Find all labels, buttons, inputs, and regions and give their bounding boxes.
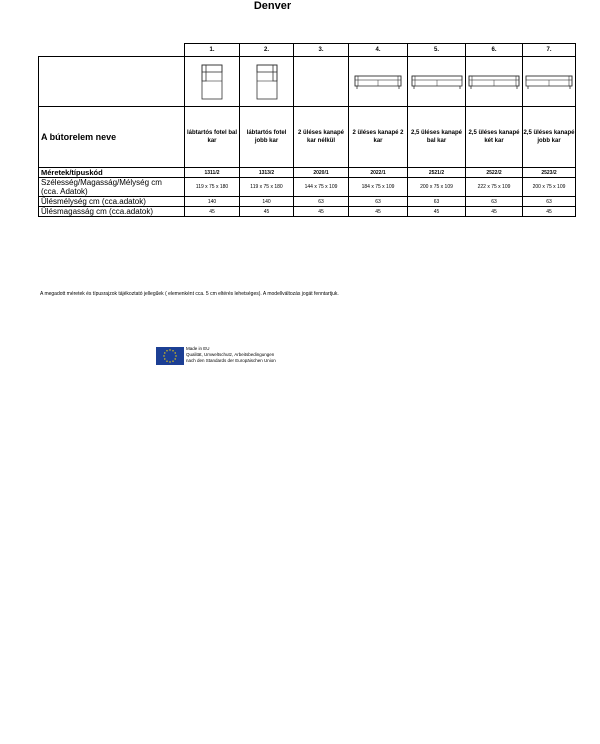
item-name: 2,5 üléses kanapé bal kar: [408, 107, 466, 168]
dims-value: 184 x 75 x 109: [349, 178, 408, 197]
name-row: [39, 107, 576, 168]
seat-height-value: 45: [408, 207, 466, 217]
number-row: [39, 44, 576, 57]
item-name: 2 üléses kanapé kar nélkül: [294, 107, 349, 168]
sofa-left-arm-icon: [411, 74, 463, 90]
dims-value: 200 x 75 x 109: [523, 178, 576, 197]
seat-depth-row: [39, 197, 576, 207]
chaise-left-icon: [201, 64, 223, 100]
col-number: 5.: [408, 44, 466, 57]
seat-height-value: 45: [185, 207, 240, 217]
col-number: 1.: [185, 44, 240, 57]
sofa-right-arm-icon: [525, 74, 573, 90]
col-number: 6.: [466, 44, 523, 57]
seat-height-value: 45: [349, 207, 408, 217]
item-name: 2 üléses kanapé 2 kar: [349, 107, 408, 168]
code-row: [39, 168, 576, 178]
eu-label-text: Made in EU Qualität, Umweltschutz, Arbeitsbedingungen nach den Standards der Europäischen Union: [186, 346, 276, 363]
picture-row: [39, 57, 576, 107]
seat-height-row: [39, 207, 576, 217]
seat-height-value: 45: [294, 207, 349, 217]
item-name: 2,5 üléses kanapé két kar: [466, 107, 523, 168]
seat-height-header: Ülésmagasság cm (cca.adatok): [39, 207, 185, 217]
code-header: Méretek/típuskód: [39, 168, 185, 178]
type-code: 1311/2: [185, 168, 240, 178]
seat-depth-value: 140: [240, 197, 294, 207]
col-number: 7.: [523, 44, 576, 57]
seat-height-value: 45: [523, 207, 576, 217]
seat-height-value: 45: [240, 207, 294, 217]
disclaimer-note: A megadott méretek és típusrajzok tájékoztató jellegűek ( elemenként cca. 5 cm eltérés lehetséges). A modellváltozás jogát fenntartjuk.: [40, 291, 339, 297]
item-name: 2,5 üléses kanapé jobb kar: [523, 107, 576, 168]
seat-depth-value: 63: [408, 197, 466, 207]
item-name: lábtartós fotel jobb kar: [240, 107, 294, 168]
type-code: 2521/2: [408, 168, 466, 178]
sofa-two-arms-wide-icon: [468, 74, 520, 90]
dims-value: 200 x 75 x 109: [408, 178, 466, 197]
seat-depth-header: Ülésmélység cm (cca.adatok): [39, 197, 185, 207]
dims-header: Szélesség/Magasság/Mélység cm (cca. Adatok): [39, 178, 185, 197]
spec-table: [38, 43, 576, 217]
col-number: 2.: [240, 44, 294, 57]
dims-row: [39, 178, 576, 197]
dims-value: 144 x 75 x 109: [294, 178, 349, 197]
eu-flag-icon: [156, 347, 184, 365]
chaise-right-icon: [256, 64, 278, 100]
seat-depth-value: 63: [294, 197, 349, 207]
type-code: 2523/2: [523, 168, 576, 178]
dims-value: 222 x 75 x 109: [466, 178, 523, 197]
seat-height-value: 45: [466, 207, 523, 217]
seat-depth-value: 63: [523, 197, 576, 207]
item-name: lábtartós fotel bal kar: [185, 107, 240, 168]
type-code: 2022/1: [349, 168, 408, 178]
seat-depth-value: 140: [185, 197, 240, 207]
dims-value: 119 x 75 x 180: [185, 178, 240, 197]
page-title: Denver: [253, 0, 292, 12]
name-header: A bútorelem neve: [39, 107, 185, 168]
sofa-two-arms-icon: [354, 74, 402, 90]
col-number: 3.: [294, 44, 349, 57]
type-code: 2020/1: [294, 168, 349, 178]
seat-depth-value: 63: [349, 197, 408, 207]
col-number: 4.: [349, 44, 408, 57]
dims-value: 119 x 75 x 180: [240, 178, 294, 197]
seat-depth-value: 63: [466, 197, 523, 207]
type-code: 1313/2: [240, 168, 294, 178]
type-code: 2522/2: [466, 168, 523, 178]
